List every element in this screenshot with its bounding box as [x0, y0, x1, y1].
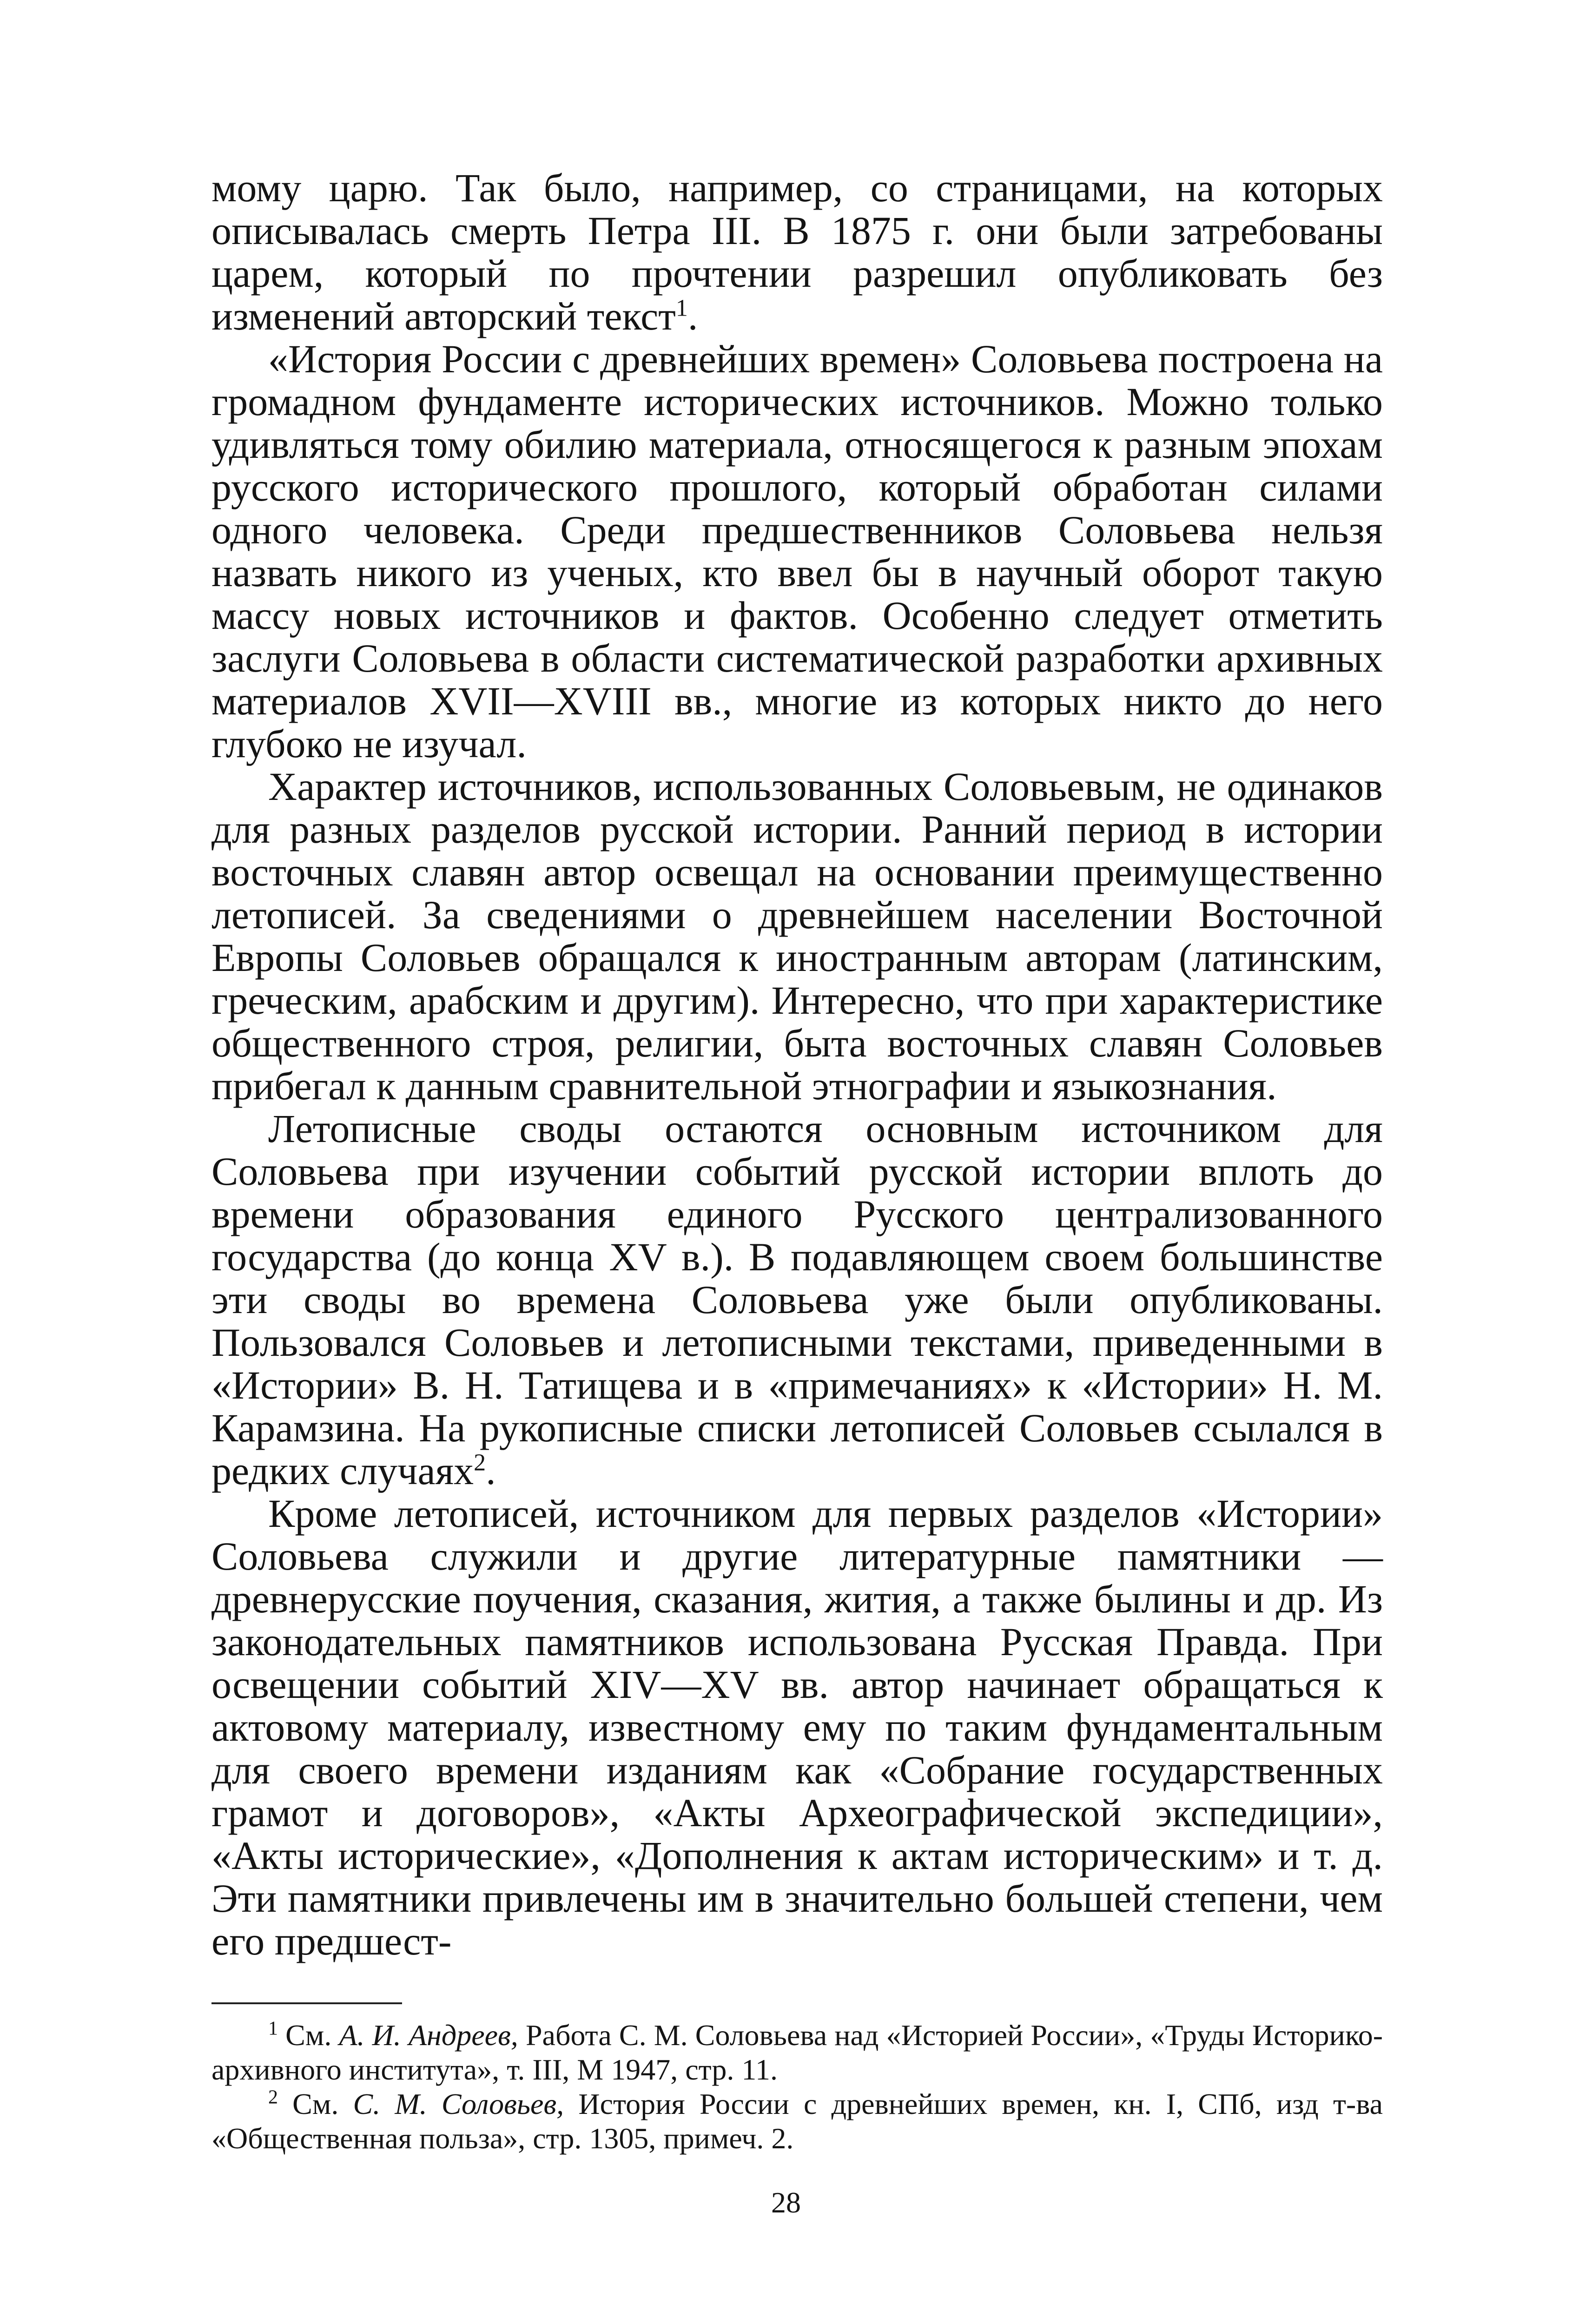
footnote-marker: 1	[268, 2018, 278, 2040]
footnote-lead: См.	[285, 2019, 332, 2052]
main-text	[211, 166, 1383, 1962]
footnote-author: С. М. Соловьев,	[353, 2087, 564, 2120]
footnote-author: А. И. Андреев,	[339, 2019, 518, 2052]
paragraph-tail: .	[687, 294, 698, 338]
footnote-marker: 2	[268, 2086, 278, 2108]
footnote-reference: 1	[675, 295, 688, 322]
page-number: 28	[771, 2186, 801, 2219]
paragraph	[211, 166, 1383, 337]
paragraph: Характер источников, использованных Соловьевым, не одинаков для разных разделов русской истории. Ранний период в истории восточных славян автор освещал на основании преимущественно летописей. За сведениями о древнейшем населении Восточной Европы Соловьев обращался к иностранным авторам (латинским, греческим, арабским и другим). Интересно, что при характеристике общественного строя, религии, быта восточных славян Соловьев прибегал к данным сравнительной этнографии и языкознания.	[211, 764, 1383, 1108]
footnote-text: История России с древнейших времен, кн. I, СПб, изд т-ва «Общественная польза», стр. 1305, примеч. 2.	[211, 2087, 1383, 2155]
footnotes	[211, 2018, 1383, 2156]
paragraph: Кроме летописей, источником для первых разделов «Истории» Соловьева служили и другие литературные памятники — древнерусские поучения, сказания, жития, а также былины и др. Из законодательных памятников использована Русская Правда. При освещении событий XIV—XV вв. автор начинает обращаться к актовому материалу, известному ему по таким фундаментальным для своего времени изданиям как «Собрание государственных грамот и договоров», «Акты Археографической экспедиции», «Акты исторические», «Дополнения к актам историческим» и т. д. Эти памятники привлечены им в значительно большей степени, чем его предшест-	[211, 1491, 1383, 1963]
footnote-reference: 2	[474, 1449, 486, 1476]
footnote-separator	[211, 2002, 402, 2004]
paragraph-tail: .	[486, 1448, 496, 1493]
paragraph-text: Летописные своды остаются основным источником для Соловьева при изучении событий русской истории вплоть до времени образования единого Русского централизованного государства (до конца XV в.). В подавляющем своем большинстве эти своды во времена Соловьева уже были опубликованы. Пользовался Соловьев и летописными текстами, приведенными в «Истории» В. Н. Татищева и в «примечаниях» к «Истории» Н. М. Карамзина. На рукописные списки летописей Соловьев ссылался в редких случаях	[211, 1106, 1383, 1493]
footnote-lead: См.	[292, 2087, 339, 2120]
paragraph	[211, 1107, 1383, 1492]
footnote	[211, 2018, 1383, 2087]
paragraph: «История России с древнейших времен» Соловьева построена на громадном фундаменте исторических источников. Можно только удивляться тому обилию материала, относящегося к разным эпохам русского исторического прошлого, который обработан силами одного человека. Среди предшественников Соловьева нельзя назвать никого из ученых, кто ввел бы в научный оборот такую массу новых источников и фактов. Особенно следует отметить заслуги Соловьева в области систематической разработки архивных материалов XVII—XVIII вв., многие из которых никто до него глубоко не изучал.	[211, 337, 1383, 766]
footnote-text: Работа С. М. Соловьева над «Историей России», «Труды Историко-архивного института», т. III, М 1947, стр. 11.	[211, 2019, 1383, 2086]
footnote	[211, 2087, 1383, 2156]
paragraph-text: мому царю. Так было, например, со страницами, на которых описывалась смерть Петра III. В 1875 г. они были затребованы царем, который по прочтении разрешил опубликовать без изменений авторский текст	[211, 165, 1383, 338]
